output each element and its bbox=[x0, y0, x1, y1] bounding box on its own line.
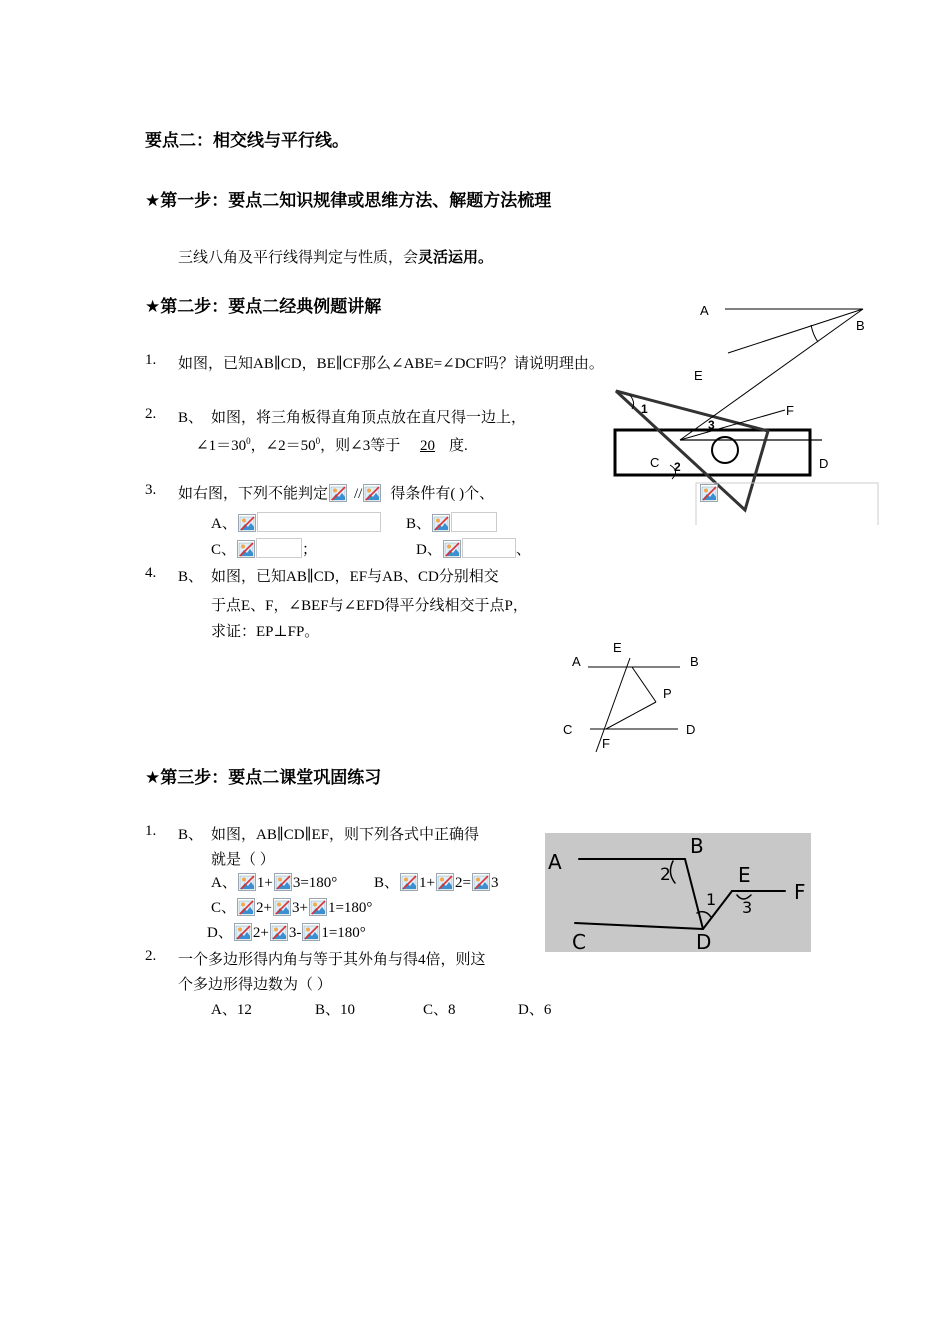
step3-q2-line2: 个多边形得边数为（ ） bbox=[178, 977, 332, 993]
step3-q1-num: 1. bbox=[145, 823, 157, 839]
broken-image-icon bbox=[400, 873, 418, 891]
broken-image-icon bbox=[238, 873, 256, 891]
fig4-label-c: C bbox=[563, 722, 573, 737]
q3-opt-c-tail: ； bbox=[302, 542, 318, 558]
step2-q2-num: 2. bbox=[145, 406, 157, 422]
q3-opt-d-box bbox=[462, 538, 516, 558]
broken-image-icon bbox=[237, 540, 255, 558]
line-to-f bbox=[680, 410, 785, 440]
fig4-label-f: F bbox=[602, 736, 610, 751]
fig3-label-c: C bbox=[572, 930, 586, 954]
q3-opt-c-box bbox=[256, 538, 302, 558]
section-title: 要点二：相交线与平行线。 bbox=[145, 131, 349, 151]
q3-opt-c-label: C、 bbox=[211, 542, 237, 558]
step2-q2-text: 如图，将三角板得直角顶点放在直尺得一边上， bbox=[211, 410, 527, 426]
broken-image-icon bbox=[270, 923, 288, 941]
optD-part2: 3- bbox=[288, 925, 302, 941]
broken-image-icon bbox=[273, 898, 291, 916]
optD-label: D、 bbox=[207, 925, 233, 941]
fig3-label-e: E bbox=[738, 863, 751, 887]
q3-opt-a-box bbox=[257, 512, 381, 532]
optB-label: B、 bbox=[374, 875, 400, 891]
optA-part2: 3=180° bbox=[292, 875, 338, 891]
broken-image-icon bbox=[237, 898, 255, 916]
s3q2-option-d: D、6 bbox=[518, 1002, 552, 1018]
fig3-label-a: A bbox=[548, 850, 562, 874]
fig4-label-d: D bbox=[686, 722, 696, 737]
q2-sup2: 0 bbox=[315, 436, 321, 446]
q3-opt-d-label: D、 bbox=[416, 542, 442, 558]
step2-q1-num: 1. bbox=[145, 352, 157, 368]
q3-option-c bbox=[211, 538, 317, 559]
fig3-angle-1: 1 bbox=[706, 890, 717, 909]
optC-label: C、 bbox=[211, 900, 237, 916]
fig3-label-b: B bbox=[690, 834, 704, 858]
step1-text-plain: 三线八角及平行线得判定与性质，会 bbox=[178, 250, 419, 266]
q3-option-b bbox=[406, 512, 497, 533]
line-be bbox=[728, 309, 863, 353]
fig1-angle-3: 3 bbox=[708, 418, 715, 432]
fig1-label-a: A bbox=[700, 303, 709, 318]
fig1-angle-1: 1 bbox=[641, 402, 648, 416]
step2-q2-prefix: B、 bbox=[178, 410, 204, 426]
broken-image-icon bbox=[436, 873, 454, 891]
q2-angle2: ，∠2＝50 bbox=[250, 438, 316, 454]
step3-q2-text: 一个多边形得内角与等于其外角与得4倍，则这 bbox=[178, 952, 486, 968]
q2-answer-blank: 20 bbox=[419, 438, 435, 454]
optA-part1: 1+ bbox=[256, 875, 273, 891]
angle-b-arc bbox=[811, 325, 818, 342]
broken-image-icon bbox=[443, 540, 461, 558]
fig1-label-c: C bbox=[650, 455, 660, 470]
fig1-label-e: E bbox=[694, 368, 703, 383]
broken-image-icon bbox=[238, 514, 256, 532]
optD-part3: 1=180° bbox=[321, 925, 366, 941]
line-fp bbox=[606, 702, 656, 729]
step2-q3-text bbox=[178, 482, 494, 503]
fig4-label-b: B bbox=[690, 654, 699, 669]
s3q1-option-b bbox=[374, 871, 498, 892]
optC-part2: 3+ bbox=[291, 900, 308, 916]
broken-image-icon bbox=[700, 484, 718, 502]
s3q1-option-a bbox=[211, 871, 337, 892]
step2-q1-text: 如图，已知AB∥CD，BE∥CF那么∠ABE=∠DCF吗？请说明理由。 bbox=[178, 356, 604, 372]
step3-q1-line2: 就是（ ） bbox=[211, 852, 275, 868]
broken-image-icon bbox=[309, 898, 327, 916]
broken-image-icon bbox=[329, 484, 347, 502]
q2-angle1: ∠1＝30 bbox=[196, 438, 247, 454]
s3q2-option-b: B、10 bbox=[315, 1002, 356, 1018]
s3q1-option-c bbox=[211, 896, 372, 917]
fig3-angle-2: 2 bbox=[660, 865, 671, 885]
optC-part1: 2+ bbox=[256, 900, 272, 916]
q2-angle3: ，则∠3等于 bbox=[320, 438, 401, 454]
broken-image-icon bbox=[302, 923, 320, 941]
q3-option-a bbox=[211, 512, 381, 533]
q3-opt-b-box bbox=[451, 512, 497, 532]
optA-label: A、 bbox=[211, 875, 237, 891]
q2-unit: 度. bbox=[448, 438, 468, 454]
s3q2-option-a: A、12 bbox=[211, 1002, 252, 1018]
step3-heading: ★第三步：要点二课堂巩固练习 bbox=[145, 768, 382, 788]
q3-option-d bbox=[416, 538, 531, 559]
fig3-angle-3: 3 bbox=[742, 898, 753, 917]
fig1-label-f: F bbox=[786, 403, 794, 418]
step1-text bbox=[178, 246, 493, 267]
q3-opt-d-tail: 、 bbox=[515, 542, 531, 558]
step3-q2-num: 2. bbox=[145, 948, 157, 964]
step2-q4-line2: 于点E、F，∠BEF与∠EFD得平分线相交于点P， bbox=[211, 598, 528, 614]
optD-part1: 2+ bbox=[252, 925, 269, 941]
broken-image-icon bbox=[432, 514, 450, 532]
q3-parallel: // bbox=[354, 486, 363, 502]
ruler-hole bbox=[712, 437, 738, 463]
step3-q1-text: 如图，AB∥CD∥EF，则下列各式中正确得 bbox=[211, 827, 480, 843]
step2-q2-line2 bbox=[196, 434, 468, 455]
line-ep bbox=[632, 667, 656, 702]
step1-text-bold: 灵活运用。 bbox=[418, 249, 494, 266]
fig1-label-b: B bbox=[856, 318, 865, 333]
fig3-label-d: D bbox=[696, 930, 712, 954]
fig1-angle-2: 2 bbox=[674, 460, 681, 474]
q3-opt-a-label: A、 bbox=[211, 516, 237, 532]
figure-q4 bbox=[560, 640, 710, 765]
broken-image-icon bbox=[363, 484, 381, 502]
s3q1-option-d bbox=[207, 921, 366, 942]
broken-image-icon bbox=[274, 873, 292, 891]
optC-part3: 1=180° bbox=[327, 900, 373, 916]
fig4-label-a: A bbox=[572, 654, 581, 669]
optB-part1: 1+ bbox=[419, 875, 435, 891]
step3-q1-prefix: B、 bbox=[178, 827, 204, 843]
s3q2-option-c: C、8 bbox=[423, 1002, 456, 1018]
optB-part3: 3 bbox=[490, 875, 499, 891]
step2-q4-line3: 求证：EP⊥FP。 bbox=[211, 624, 320, 640]
q3-text-a: 如右图，下列不能判定 bbox=[178, 486, 329, 502]
step2-q4-text: 如图，已知AB∥CD，EF与AB、CD分别相交 bbox=[211, 569, 499, 585]
q3-text-b: 得条件有( )个、 bbox=[390, 486, 495, 502]
broken-image-icon bbox=[234, 923, 252, 941]
q3-opt-b-label: B、 bbox=[406, 516, 432, 532]
step2-heading: ★第二步：要点二经典例题讲解 bbox=[145, 297, 382, 317]
set-square bbox=[616, 391, 768, 510]
fig1-label-d: D bbox=[819, 456, 829, 471]
q2-sup1: 0 bbox=[246, 436, 251, 446]
broken-image-icon bbox=[472, 873, 490, 891]
step1-heading: ★第一步：要点二知识规律或思维方法、解题方法梳理 bbox=[145, 191, 552, 211]
step2-q3-num: 3. bbox=[145, 482, 157, 498]
fig4-label-e: E bbox=[613, 640, 622, 655]
step2-q4-prefix: B、 bbox=[178, 569, 204, 585]
step2-q4-num: 4. bbox=[145, 565, 157, 581]
fig4-label-p: P bbox=[663, 686, 672, 701]
fig3-label-f: F bbox=[794, 880, 806, 904]
optB-part2: 2= bbox=[454, 875, 471, 891]
